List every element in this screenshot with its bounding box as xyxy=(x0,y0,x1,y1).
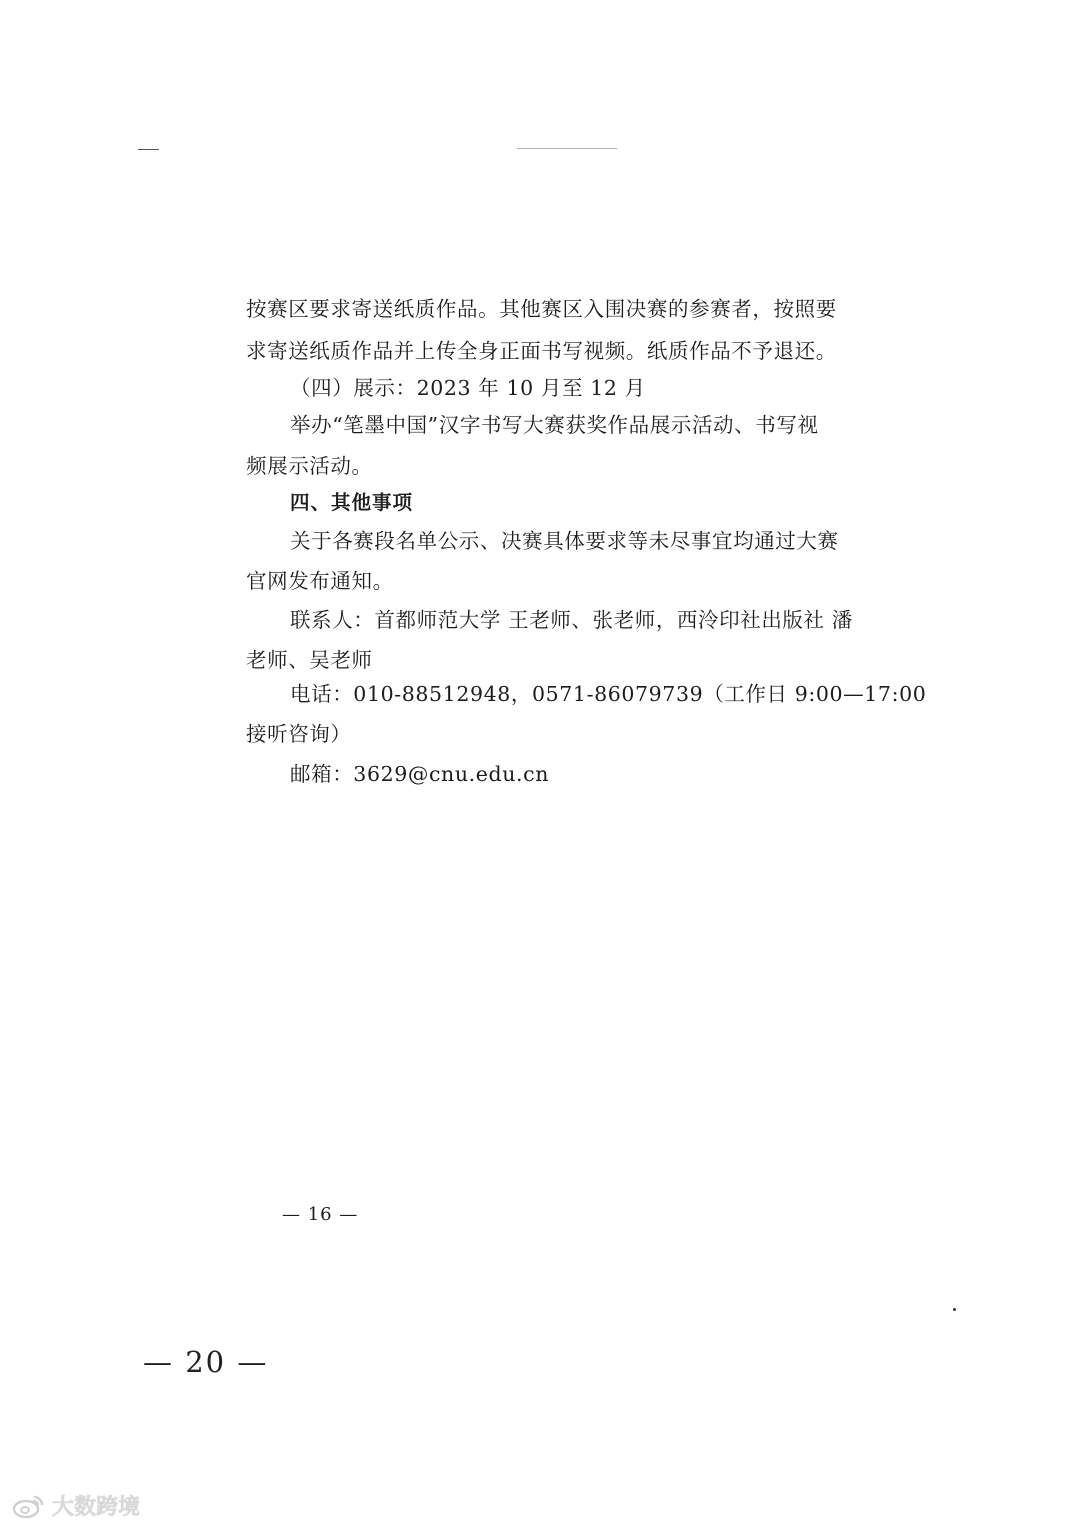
watermark xyxy=(12,1490,140,1521)
contact-email: 邮箱：3629@cnu.edu.cn xyxy=(290,762,550,786)
text-line-2: 求寄送纸质作品并上传全身正面书写视频。纸质作品不予退还。 xyxy=(246,339,837,363)
text-line-4: 举办“笔墨中国”汉字书写大赛获奖作品展示活动、书写视 xyxy=(290,413,819,437)
section-heading-display: （四）展示：2023 年 10 月至 12 月 xyxy=(290,376,646,400)
contact-persons-continued: 老师、吴老师 xyxy=(246,648,373,672)
outer-page-number: — 20 — xyxy=(143,1345,269,1379)
text-line-1: 按赛区要求寄送纸质作品。其他赛区入围决赛的参赛者，按照要 xyxy=(246,297,837,321)
contact-persons: 联系人：首都师范大学 王老师、张老师，西泠印社出版社 潘 xyxy=(290,608,853,632)
contact-phone: 电话：010-88512948，0571-86079739（工作日 9:00—17:00 xyxy=(290,682,927,706)
text-line-8: 官网发布通知。 xyxy=(246,569,394,593)
inner-page-number: — 16 — xyxy=(282,1204,359,1225)
text-line-5: 频展示活动。 xyxy=(246,454,373,478)
scan-mark-left xyxy=(138,149,159,150)
section-heading-other-matters: 四、其他事项 xyxy=(290,491,414,514)
contact-phone-continued: 接听咨询） xyxy=(246,722,352,746)
text-line-7: 关于各赛段名单公示、决赛具体要求等未尽事宜均通过大赛 xyxy=(290,529,839,553)
scan-speck xyxy=(953,1308,956,1311)
weibo-logo-icon xyxy=(12,1493,46,1519)
watermark-text: 大数跨境 xyxy=(52,1495,141,1520)
scan-mark-center xyxy=(517,148,617,149)
